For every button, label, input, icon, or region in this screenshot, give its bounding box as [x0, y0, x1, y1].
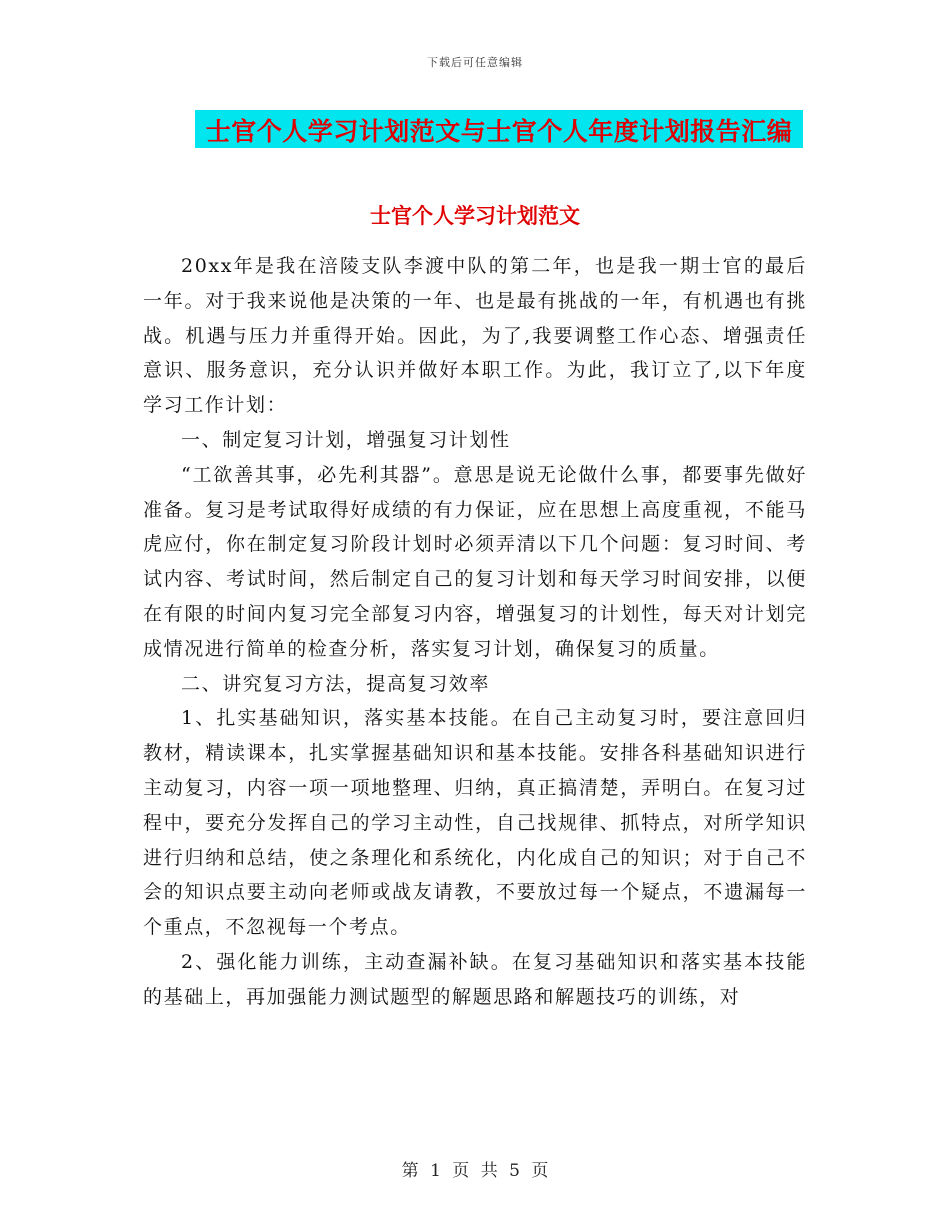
page-header-note: 下载后可任意编辑: [427, 56, 523, 69]
paragraph-item-1: 1、扎实基础知识，落实基本技能。在自己主动复习时，要注意回归教材，精读课本，扎实掌握基础知识和基本技能。安排各科基础知识进行主动复习，内容一项一项地整理、归纳，真正搞清楚，弄明白。在复习过程中，要充分发挥自己的学习主动性，自己找规律、抓特点，对所学知识进行归纳和总结，使之条理化和系统化，内化成自己的知识；对于自己不会的知识点要主动向老师或战友请教，不要放过每一个疑点，不遗漏每一个重点，不忽视每一个考点。: [143, 707, 807, 939]
paragraph-intro: 20xx年是我在涪陵支队李渡中队的第二年，也是我一期士官的最后一年。对于我来说他是决策的一年、也是最有挑战的一年，有机遇也有挑战。机遇与压力并重得开始。因此，为了,我要调整工作心态、增强责任意识、服务意识，充分认识并做好本职工作。为此，我订立了,以下年度学习工作计划：: [143, 255, 807, 417]
document-title: 士官个人学习计划范文与士官个人年度计划报告汇编: [205, 117, 793, 146]
page-number: 第 1 页 共 5 页: [401, 1161, 549, 1181]
paragraph-heading-1: 一、制定复习计划，增强复习计划性: [181, 428, 511, 451]
paragraph-item-2: 2、强化能力训练，主动查漏补缺。在复习基础知识和落实基本技能的基础上，再加强能力测试题型的解题思路和解题技巧的训练，对: [143, 950, 807, 1008]
document-body: [143, 249, 807, 1015]
paragraph-heading-2: 二、讲究复习方法，提高复习效率: [181, 672, 491, 695]
paragraph-body-1: “工欲善其事，必先利其器”。意思是说无论做什么事，都要事先做好准备。复习是考试取得好成绩的有力保证，应在思想上高度重视，不能马虎应付，你在制定复习阶段计划时必须弄清以下几个问题：复习时间、考试内容、考试时间，然后制定自己的复习计划和每天学习时间安排，以便在有限的时间内复习完全部复习内容，增强复习的计划性，每天对计划完成情况进行简单的检查分析，落实复习计划，确保复习的质量。: [143, 463, 807, 660]
section-title: 士官个人学习计划范文: [370, 204, 580, 228]
